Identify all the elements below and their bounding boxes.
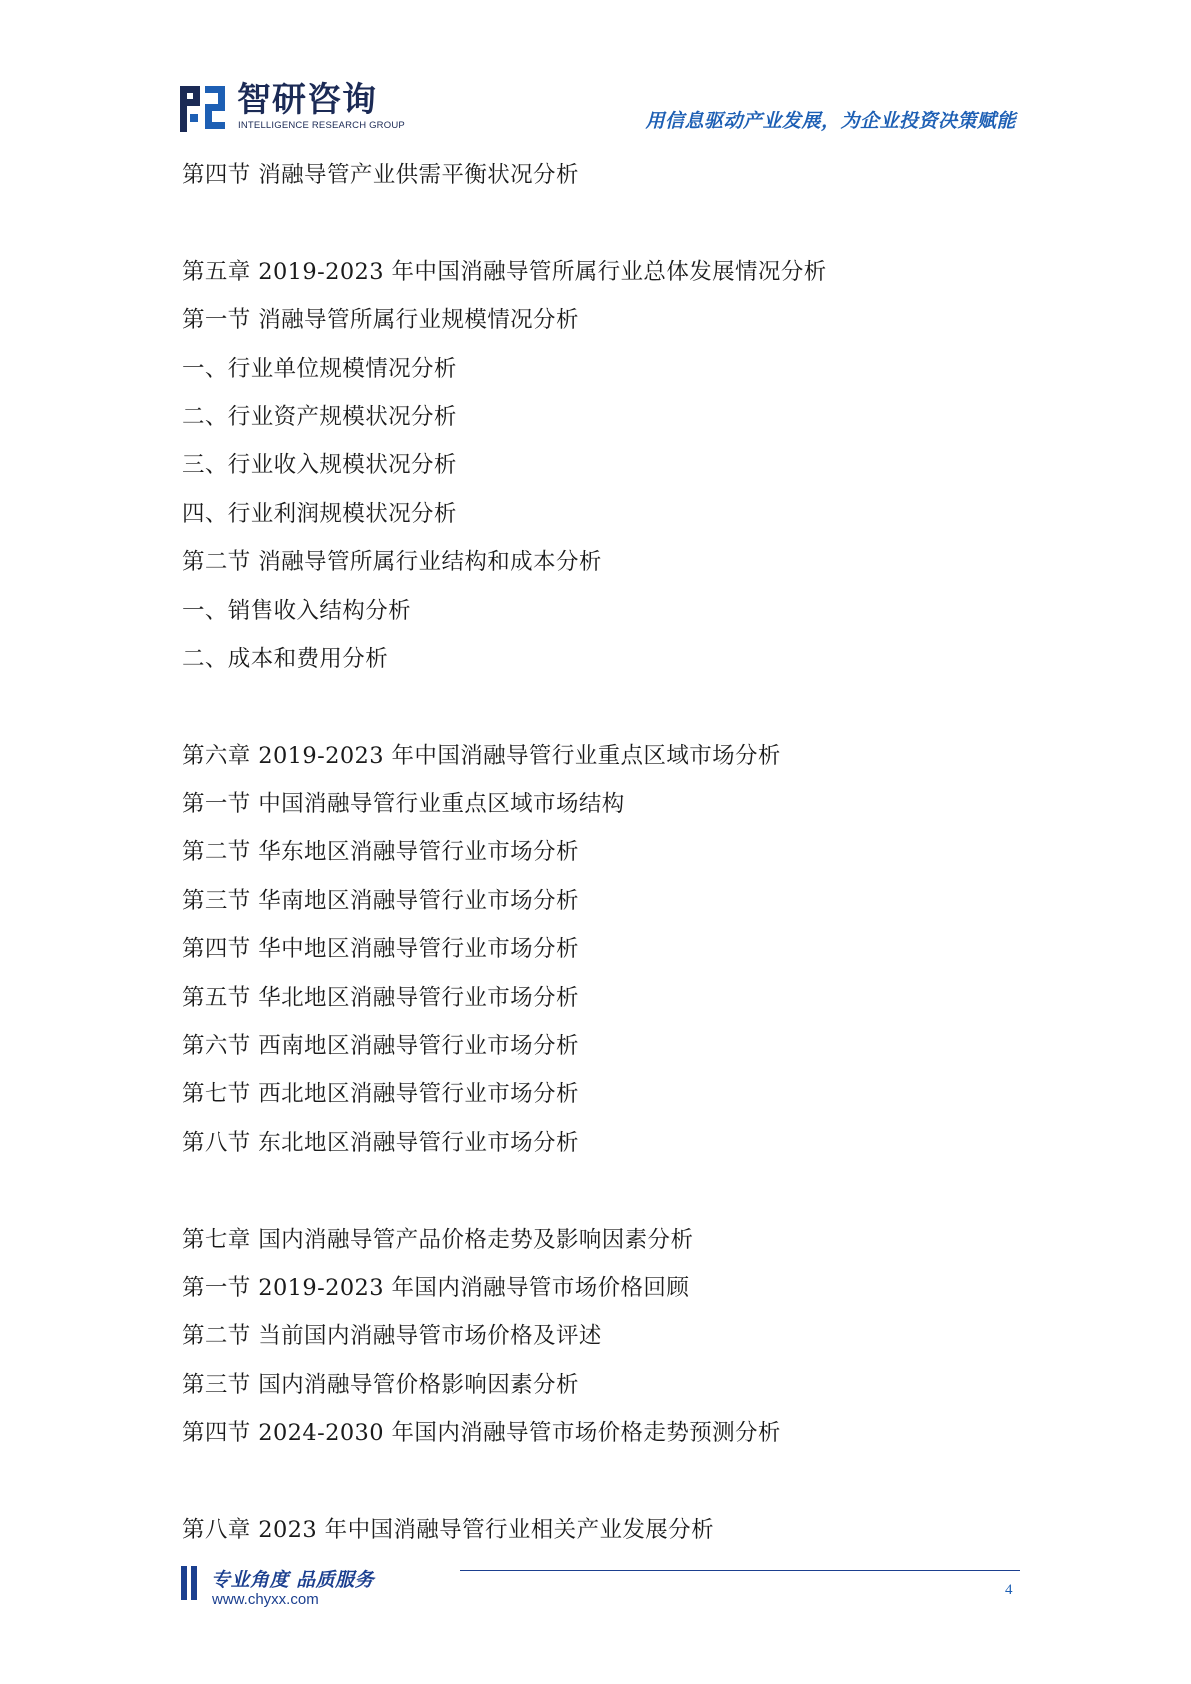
toc-entry: 一、销售收入结构分析 bbox=[182, 597, 412, 624]
footer-website-link[interactable]: www.chyxx.com bbox=[212, 1591, 319, 1608]
footer-slogan: 专业角度 品质服务 bbox=[211, 1569, 375, 1591]
toc-entry: 第三节 国内消融导管价格影响因素分析 bbox=[182, 1371, 579, 1398]
page-header bbox=[0, 0, 1191, 150]
company-name-en: INTELLIGENCE RESEARCH GROUP bbox=[238, 120, 405, 131]
toc-entry: 第六节 西南地区消融导管行业市场分析 bbox=[182, 1033, 579, 1060]
toc-spacer bbox=[182, 1172, 1042, 1220]
footer-accent-bar bbox=[181, 1566, 187, 1600]
toc-chapter: 第七章 国内消融导管产品价格走势及影响因素分析 bbox=[182, 1226, 694, 1253]
page-footer bbox=[0, 1555, 1191, 1645]
toc-entry: 第四节 华中地区消融导管行业市场分析 bbox=[182, 936, 579, 963]
toc-entry: 第一节 中国消融导管行业重点区域市场结构 bbox=[182, 791, 625, 818]
toc-entry: 三、行业收入规模状况分析 bbox=[182, 452, 457, 479]
toc-entry: 第三节 华南地区消融导管行业市场分析 bbox=[182, 887, 579, 914]
toc-chapter: 第六章 2019-2023 年中国消融导管行业重点区域市场分析 bbox=[182, 742, 781, 769]
toc-entry: 第五节 华北地区消融导管行业市场分析 bbox=[182, 984, 579, 1011]
footer-divider bbox=[460, 1570, 1020, 1571]
toc-entry: 一、行业单位规模情况分析 bbox=[182, 355, 457, 382]
toc-spacer bbox=[182, 204, 1042, 252]
toc-entry: 二、行业资产规模状况分析 bbox=[182, 403, 457, 430]
toc-entry: 第八节 东北地区消融导管行业市场分析 bbox=[182, 1129, 579, 1156]
toc-entry: 二、成本和费用分析 bbox=[182, 645, 389, 672]
toc-entry: 第二节 消融导管所属行业结构和成本分析 bbox=[182, 549, 602, 576]
toc-entry: 第二节 华东地区消融导管行业市场分析 bbox=[182, 839, 579, 866]
toc-spacer bbox=[182, 688, 1042, 736]
toc-entry: 第四节 2024-2030 年国内消融导管市场价格走势预测分析 bbox=[182, 1420, 781, 1447]
footer-accent-bar bbox=[191, 1566, 197, 1600]
toc-entry: 第一节 2019-2023 年国内消融导管市场价格回顾 bbox=[182, 1274, 690, 1301]
toc-entry: 第二节 当前国内消融导管市场价格及评述 bbox=[182, 1323, 602, 1350]
toc-spacer bbox=[182, 1463, 1042, 1511]
toc-chapter: 第八章 2023 年中国消融导管行业相关产业发展分析 bbox=[182, 1516, 714, 1543]
table-of-contents bbox=[182, 156, 1042, 1559]
toc-entry: 第一节 消融导管所属行业规模情况分析 bbox=[182, 307, 579, 334]
page-number: 4 bbox=[1005, 1582, 1013, 1598]
header-slogan: 用信息驱动产业发展，为企业投资决策赋能 bbox=[645, 110, 1016, 132]
toc-entry: 第七节 西北地区消融导管行业市场分析 bbox=[182, 1081, 579, 1108]
company-logo-icon bbox=[180, 84, 227, 134]
toc-entry: 第四节 消融导管产业供需平衡状况分析 bbox=[182, 162, 579, 188]
company-name-cn: 智研咨询 bbox=[237, 80, 377, 120]
toc-entry: 四、行业利润规模状况分析 bbox=[182, 500, 457, 527]
toc-chapter: 第五章 2019-2023 年中国消融导管所属行业总体发展情况分析 bbox=[182, 258, 827, 285]
